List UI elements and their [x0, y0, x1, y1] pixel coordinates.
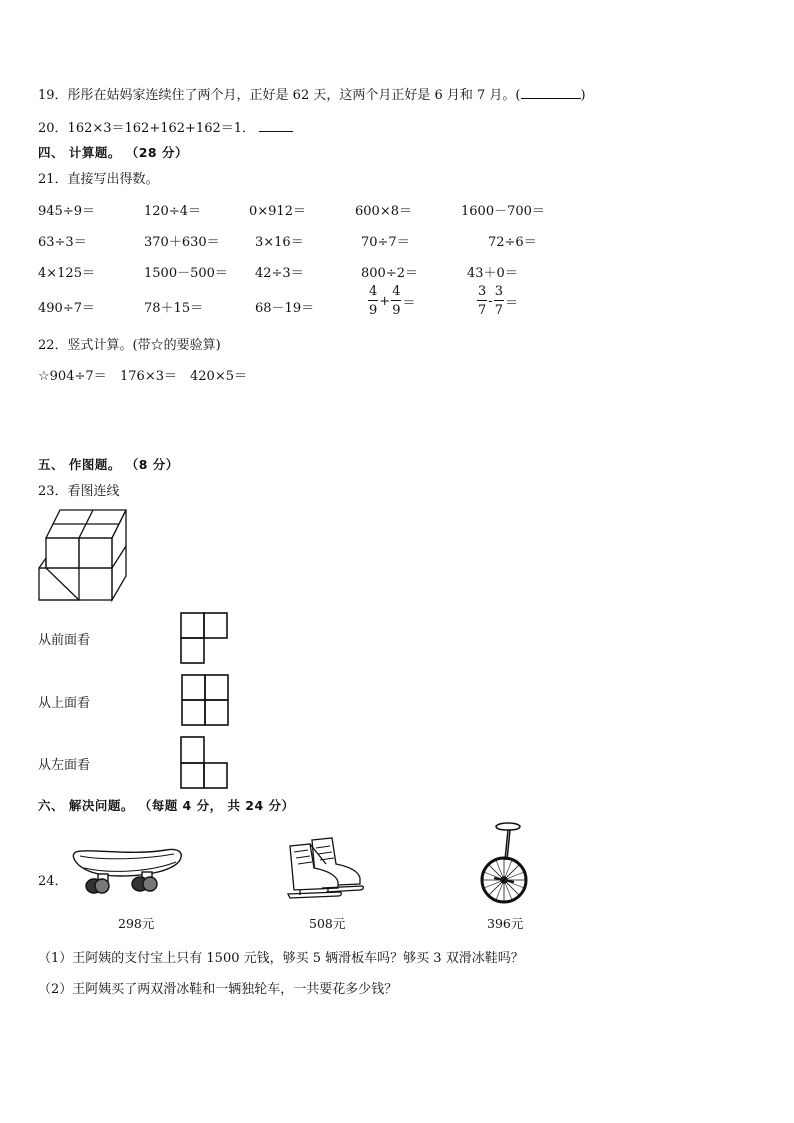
calc-item: 0×912＝ [249, 204, 306, 219]
section-4-title: 四、 计算题。 （28 分） [38, 145, 188, 160]
question-22-title: 22．竖式计算。(带☆的要验算) [38, 338, 221, 353]
calc-item: 72÷6＝ [488, 235, 537, 250]
question-19 [38, 84, 586, 103]
calc-item: 70÷7＝ [361, 235, 410, 250]
calc-item: 63÷3＝ [38, 235, 87, 250]
question-24-sub-2: （2）王阿姨买了两双滑冰鞋和一辆独轮车，一共要花多少钱？ [38, 982, 398, 997]
question-20 [38, 117, 293, 136]
fraction: $\frac{4}{9}$ [369, 284, 378, 318]
close-paren: ) [580, 88, 586, 103]
fraction: $\frac{4}{9}$ [392, 284, 401, 318]
calc-item: 120÷4＝ [144, 204, 201, 219]
left-view-shape[interactable] [180, 736, 230, 790]
calc-item: 800÷2＝ [361, 266, 418, 281]
calc-item: 490÷7＝ [38, 301, 95, 316]
view-label-left: 从左面看 [38, 758, 91, 773]
view-label-front: 从前面看 [38, 633, 91, 648]
front-view-shape[interactable] [180, 612, 230, 664]
unicycle-price: 396元 [487, 916, 524, 931]
calc-item: 43＋0＝ [467, 266, 518, 281]
question-24-label: 24． [38, 874, 68, 889]
ice-skates-icon [282, 834, 364, 902]
calc-item: 78＋15＝ [144, 301, 204, 316]
fraction-sum: $\frac{4}{9}$ + $\frac{4}{9}$ ＝ [369, 284, 416, 318]
question-24-sub-1: （1）王阿姨的支付宝上只有 1500 元钱，够买 5 辆滑板车吗？够买 3 双滑冰鞋吗？ [38, 951, 524, 966]
cube-stack-figure [38, 506, 130, 602]
fraction: $\frac{3}{7}$ [478, 284, 487, 318]
calc-item: 370＋630＝ [144, 235, 220, 250]
question-19-text: 19．彤彤在姑妈家连续住了两个月，正好是 62 天，这两个月正好是 6 月和 7 月。( [38, 88, 521, 103]
top-view-shape[interactable] [181, 674, 231, 726]
calc-item: 1600－700＝ [461, 204, 545, 219]
ice-skates-price: 508元 [309, 916, 346, 931]
calc-item: 1500－500＝ [144, 266, 228, 281]
fraction: $\frac{3}{7}$ [494, 284, 503, 318]
question-23-title: 23．看图连线 [38, 484, 120, 499]
vertical-calc-item: 176×3＝ [120, 369, 177, 384]
answer-blank[interactable] [259, 120, 293, 132]
question-21-title: 21．直接写出得数。 [38, 172, 159, 187]
section-5-title: 五、 作图题。 （8 分） [38, 457, 179, 472]
fraction-difference: $\frac{3}{7}$ - $\frac{3}{7}$ ＝ [478, 284, 518, 318]
calc-item: 3×16＝ [255, 235, 304, 250]
skateboard-icon [70, 838, 188, 896]
calc-item: 42÷3＝ [255, 266, 304, 281]
calc-item: 68－19＝ [255, 301, 315, 316]
view-label-top: 从上面看 [38, 696, 91, 711]
question-20-text: 20．162×3＝162+162+162＝1． [38, 121, 256, 136]
unicycle-icon [474, 820, 534, 906]
answer-blank[interactable] [521, 86, 581, 99]
section-6-title: 六、 解决问题。 （每题 4 分， 共 24 分） [38, 798, 295, 813]
vertical-calc-item: 420×5＝ [190, 369, 247, 384]
vertical-calc-item: ☆904÷7＝ [38, 369, 107, 384]
calc-item: 600×8＝ [355, 204, 412, 219]
calc-item: 945÷9＝ [38, 204, 95, 219]
skateboard-price: 298元 [118, 916, 155, 931]
calc-item: 4×125＝ [38, 266, 95, 281]
